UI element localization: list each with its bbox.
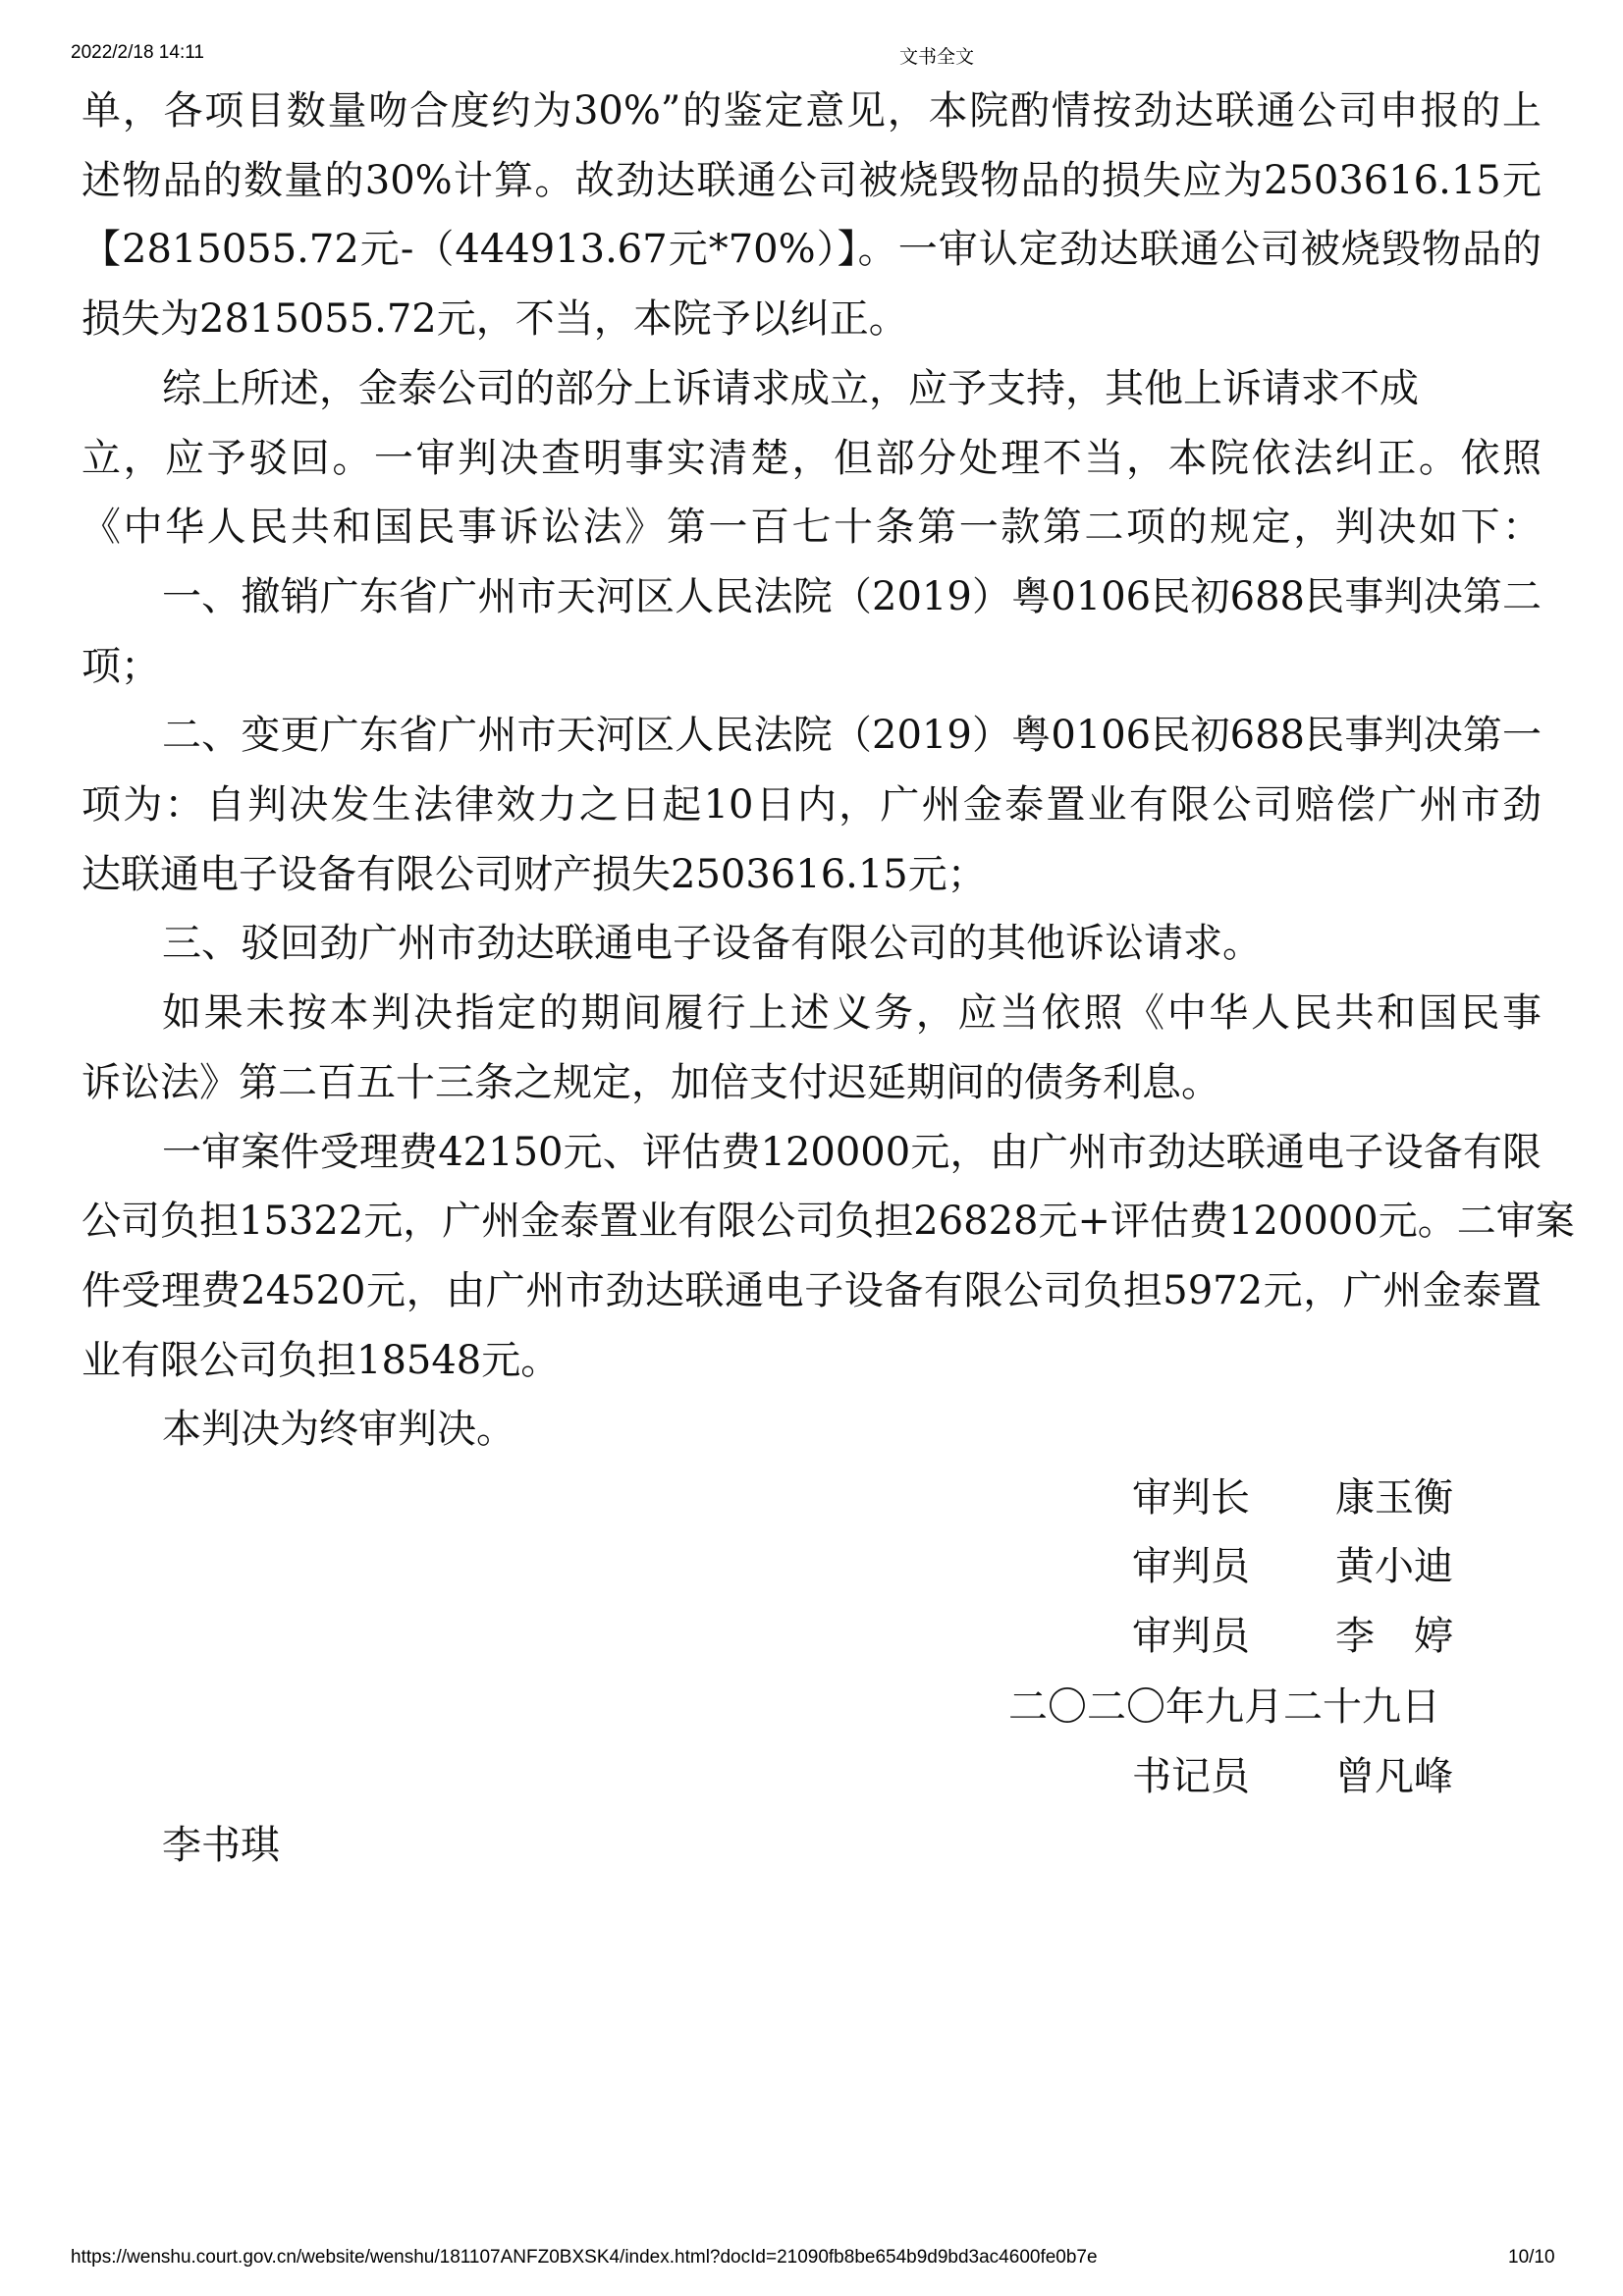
text-line: 《中华人民共和国民事诉讼法》第一百七十条第一款第二项的规定，判决如下： [81, 505, 1542, 551]
text-line: 达联通电子设备有限公司财产损失2503616.15元； [81, 851, 987, 897]
page-header-title: 文书全文 [898, 47, 975, 68]
assistant-name: 李书琪 [162, 1823, 280, 1868]
clerk-name: 曾凡峰 [1335, 1754, 1453, 1799]
print-datetime: 2022/2/18 14:11 [71, 42, 204, 63]
text-line: 公司负担15322元，广州金泰置业有限公司负担26828元+评估费120000元。二审案 [81, 1199, 1575, 1245]
judge2-role: 审判员 [1132, 1614, 1250, 1659]
text-line: 项； [81, 643, 160, 689]
text-line: 损失为2815055.72元，不当，本院予以纠正。 [81, 296, 908, 343]
judge2-name: 李 婷 [1335, 1614, 1453, 1659]
text-line: 三、驳回劲广州市劲达联通电子设备有限公司的其他诉讼请求。 [162, 921, 1262, 967]
text-line: 诉讼法》第二百五十三条之规定，加倍支付迟延期间的债务利息。 [81, 1059, 1220, 1105]
text-line: 一、撤销广东省广州市天河区人民法院（2019）粤0106民初688民事判决第二 [162, 573, 1542, 619]
clerk-role: 书记员 [1132, 1754, 1250, 1799]
text-line: 述物品的数量的30%计算。故劲达联通公司被烧毁物品的损失应为2503616.15元 [81, 157, 1542, 203]
text-line: 如果未按本判决指定的期间履行上述义务，应当依照《中华人民共和国民事 [162, 990, 1542, 1037]
text-line: 一审案件受理费42150元、评估费120000元，由广州市劲达联通电子设备有限 [162, 1129, 1542, 1175]
text-line: 二、变更广东省广州市天河区人民法院（2019）粤0106民初688民事判决第一 [162, 713, 1542, 759]
text-line: 综上所述，金泰公司的部分上诉请求成立，应予支持，其他上诉请求不成 [162, 365, 1419, 411]
text-line: 立，应予驳回。一审判决查明事实清楚，但部分处理不当，本院依法纠正。依照 [81, 435, 1542, 481]
text-line: 单，各项目数量吻合度约为30%”的鉴定意见，本院酌情按劲达联通公司申报的上 [81, 88, 1542, 133]
text-line: 【2815055.72元-（444913.67元*70%）】。一审认定劲达联通公司被烧毁物品的 [81, 227, 1542, 273]
judgment-date: 二〇二〇年九月二十九日 [1008, 1684, 1440, 1730]
text-line: 本判决为终审判决。 [162, 1407, 515, 1453]
source-url[interactable]: https://wenshu.court.gov.cn/website/wenshu/181107ANFZ0BXSK4/index.html?docId=21090fb8be654b9d9bd3ac4600fe0b7e [71, 2247, 1098, 2268]
page-number: 10/10 [1508, 2247, 1555, 2268]
judge1-name: 黄小迪 [1335, 1544, 1453, 1589]
chief-judge-role: 审判长 [1132, 1475, 1250, 1521]
text-line: 件受理费24520元，由广州市劲达联通电子设备有限公司负担5972元，广州金泰置 [81, 1267, 1542, 1313]
text-line: 业有限公司负担18548元。 [81, 1337, 561, 1383]
text-line: 项为：自判决发生法律效力之日起10日内，广州金泰置业有限公司赔偿广州市劲 [81, 782, 1542, 828]
judge1-role: 审判员 [1132, 1544, 1250, 1589]
chief-judge-name: 康玉衡 [1335, 1475, 1453, 1521]
